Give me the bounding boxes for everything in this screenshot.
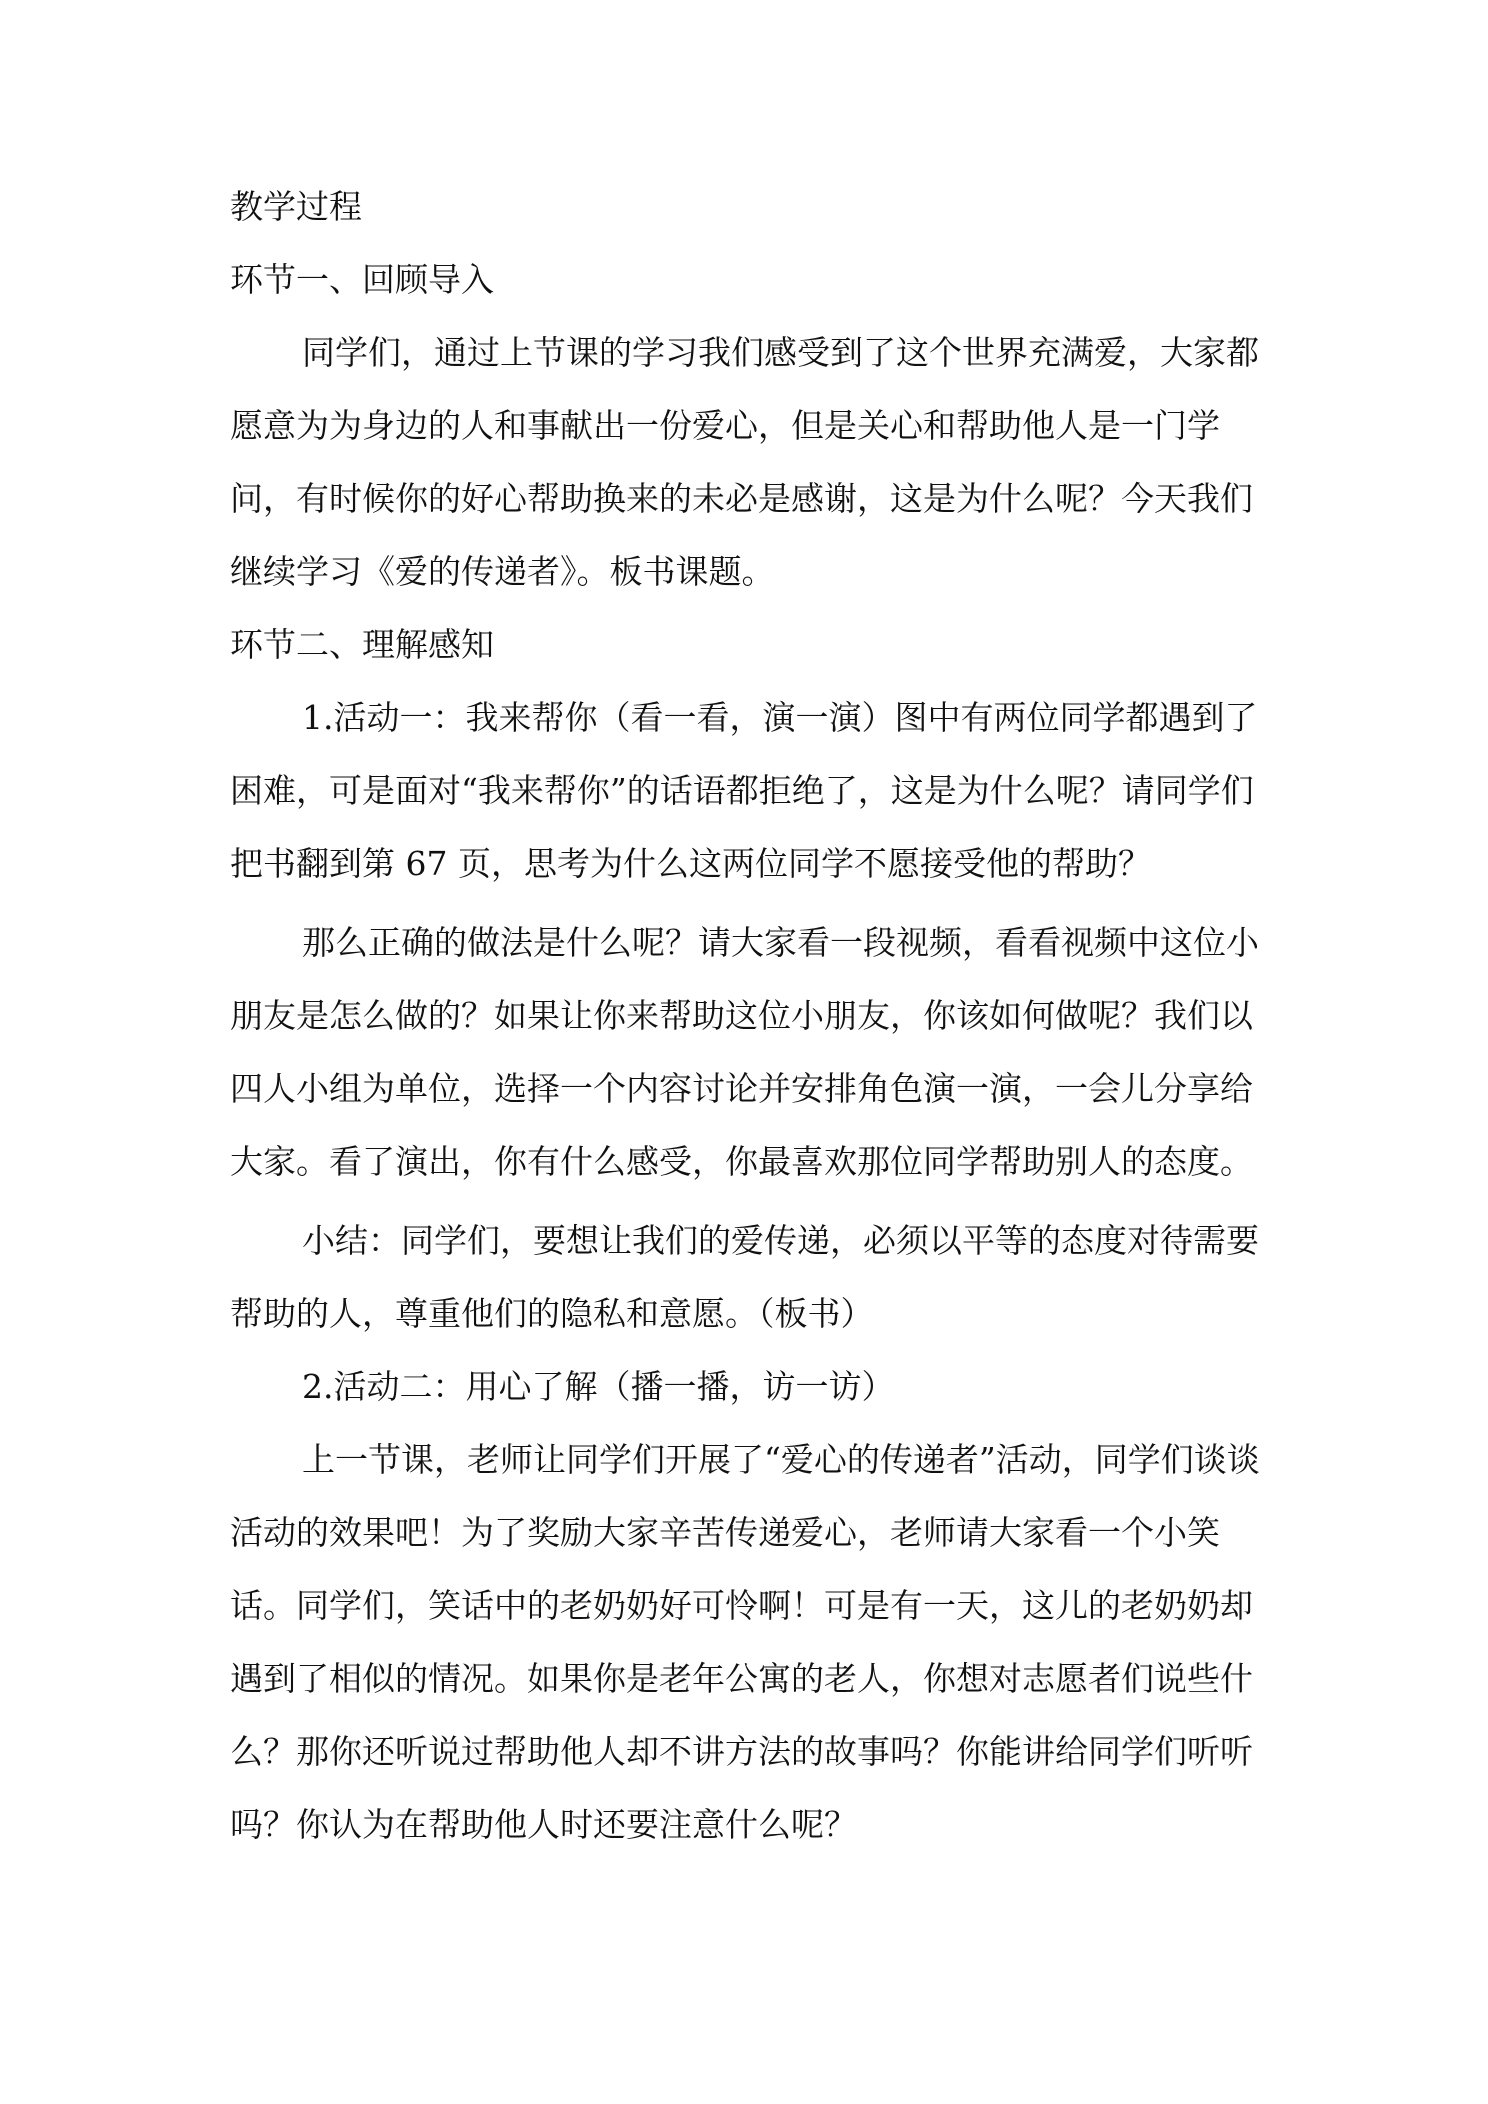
document-page bbox=[230, 170, 1270, 1861]
section-heading-1: 环节一、回顾导入 bbox=[230, 260, 494, 299]
activity-2-paragraph: 上一节课，老师让同学们开展了“爱心的传递者”活动，同学们谈谈活动的效果吧！为了奖励大家辛苦传递爱心，老师请大家看一个小笑话。同学们，笑话中的老奶奶好可怜啊！可是有一天，这儿的老奶奶却遇到了相似的情况。如果你是老年公寓的老人，你想对志愿者们说些什么？那你还听说过帮助他人却不讲方法的故事吗？你能讲给同学们听听吗？你认为在帮助他人时还要注意什么呢？ bbox=[230, 1440, 1260, 1844]
document-title: 教学过程 bbox=[230, 187, 362, 226]
section-heading-2: 环节二、理解感知 bbox=[230, 625, 494, 664]
section-1-paragraph: 同学们，通过上节课的学习我们感受到了这个世界充满爱，大家都愿意为为身边的人和事献出一份爱心，但是关心和帮助他人是一门学问，有时候你的好心帮助换来的未必是感谢，这是为什么呢？今天我们继续学习《爱的传递者》。板书课题。 bbox=[230, 333, 1259, 591]
activity-2-heading: 2.活动二：用心了解（播一播，访一访） bbox=[302, 1367, 895, 1406]
activity-1-paragraph: 1.活动一：我来帮你（看一看，演一演）图中有两位同学都遇到了困难，可是面对“我来帮你”的话语都拒绝了，这是为什么呢？请同学们把书翻到第 67 页，思考为什么这两位同学不愿接受他的帮助？ bbox=[230, 698, 1258, 883]
activity-1-paragraph-2: 那么正确的做法是什么呢？请大家看一段视频，看看视频中这位小朋友是怎么做的？如果让你来帮助这位小朋友，你该如何做呢？我们以四人小组为单位，选择一个内容讨论并安排角色演一演，一会儿分享给大家。看了演出，你有什么感受，你最喜欢那位同学帮助别人的态度。 bbox=[230, 923, 1259, 1181]
summary-paragraph: 小结：同学们，要想让我们的爱传递，必须以平等的态度对待需要帮助的人，尊重他们的隐私和意愿。（板书） bbox=[230, 1221, 1259, 1333]
